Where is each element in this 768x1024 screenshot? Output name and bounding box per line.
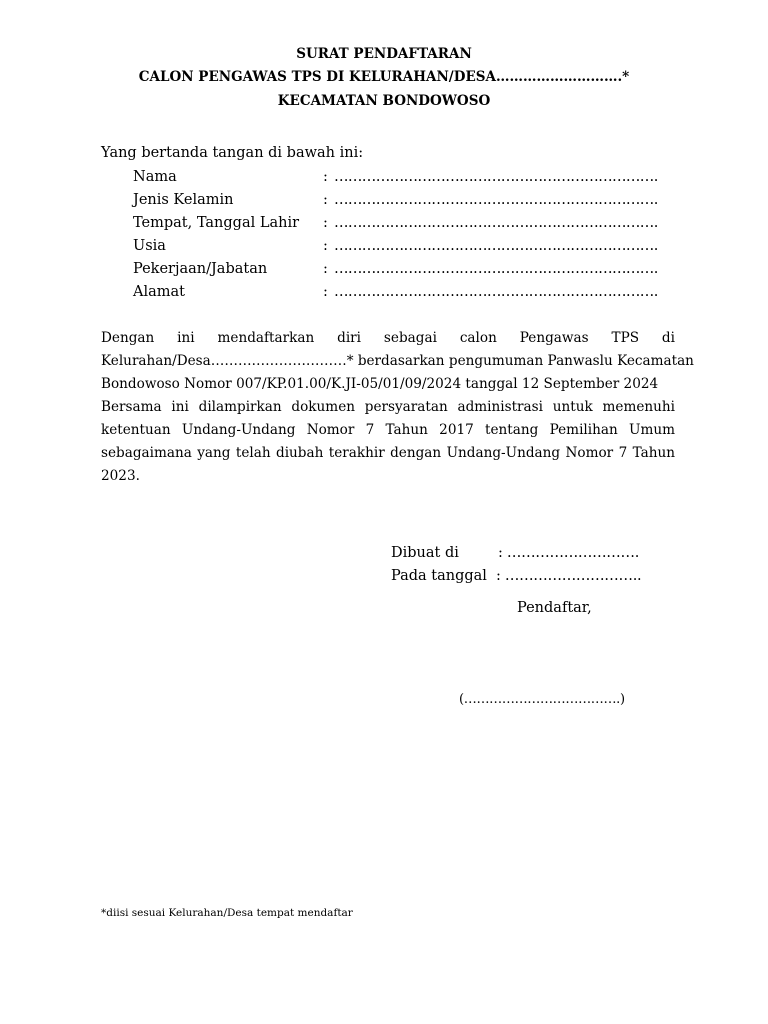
intro-text: Yang bertanda tangan di bawah ini:: [101, 145, 364, 161]
dibuat-label: Dibuat di: [391, 545, 459, 561]
field-label: Usia: [133, 238, 166, 254]
field-row-pekerjaan: [133, 258, 658, 281]
field-colon: :: [323, 238, 328, 254]
field-blank: …………………………………………………………….: [334, 238, 658, 254]
field-blank: …………………………………………………………….: [334, 169, 658, 185]
tanggal-blank: : ………………………..: [496, 568, 642, 584]
field-blank: …………………………………………………………….: [334, 192, 658, 208]
signature-name-blank: (……………………………….): [459, 692, 625, 707]
field-label: Pekerjaan/Jabatan: [133, 261, 268, 277]
tanggal-label: Pada tanggal: [391, 568, 487, 584]
paragraph-line: sebagaimana yang telah diubah terakhir dengan Undang-Undang Nomor 7 Tahun: [101, 445, 675, 461]
paragraph-line: Kelurahan/Desa…………………………* berdasarkan pengumuman Panwaslu Kecamatan: [101, 353, 694, 369]
field-row-alamat: [133, 281, 658, 304]
field-row-tempat-tanggal-lahir: [133, 212, 658, 235]
document-title: SURAT PENDAFTARAN: [296, 46, 472, 62]
field-row-jenis-kelamin: [133, 189, 658, 212]
field-blank: …………………………………………………………….: [334, 215, 658, 231]
field-label: Jenis Kelamin: [133, 192, 234, 208]
document-subtitle: CALON PENGAWAS TPS DI KELURAHAN/DESA……………………….*: [138, 69, 630, 85]
field-label: Alamat: [133, 284, 185, 300]
field-blank: …………………………………………………………….: [334, 261, 658, 277]
footnote: *diisi sesuai Kelurahan/Desa tempat mendaftar: [101, 907, 353, 919]
paragraph-line: Bersama ini dilampirkan dokumen persyaratan administrasi untuk memenuhi: [101, 399, 675, 415]
paragraph-line: Bondowoso Nomor 007/KP.01.00/K.JI-05/01/09/2024 tanggal 12 September 2024: [101, 376, 659, 392]
field-colon: :: [323, 284, 328, 300]
paragraph-line: 2023.: [101, 468, 140, 484]
field-colon: :: [323, 261, 328, 277]
field-label: Nama: [133, 169, 177, 185]
field-row-usia: [133, 235, 658, 258]
dibuat-blank: : ……………………….: [498, 545, 640, 561]
paragraph-line: ketentuan Undang-Undang Nomor 7 Tahun 2017 tentang Pemilihan Umum: [101, 422, 675, 438]
field-colon: :: [323, 192, 328, 208]
field-blank: …………………………………………………………….: [334, 284, 658, 300]
field-row-nama: [133, 166, 658, 189]
document-district: KECAMATAN BONDOWOSO: [277, 93, 491, 109]
field-colon: :: [323, 169, 328, 185]
paragraph-line: Dengan ini mendaftarkan diri sebagai calon Pengawas TPS di: [101, 330, 675, 346]
field-label: Tempat, Tanggal Lahir: [133, 215, 300, 231]
field-colon: :: [323, 215, 328, 231]
pendaftar-label: Pendaftar,: [517, 600, 592, 616]
